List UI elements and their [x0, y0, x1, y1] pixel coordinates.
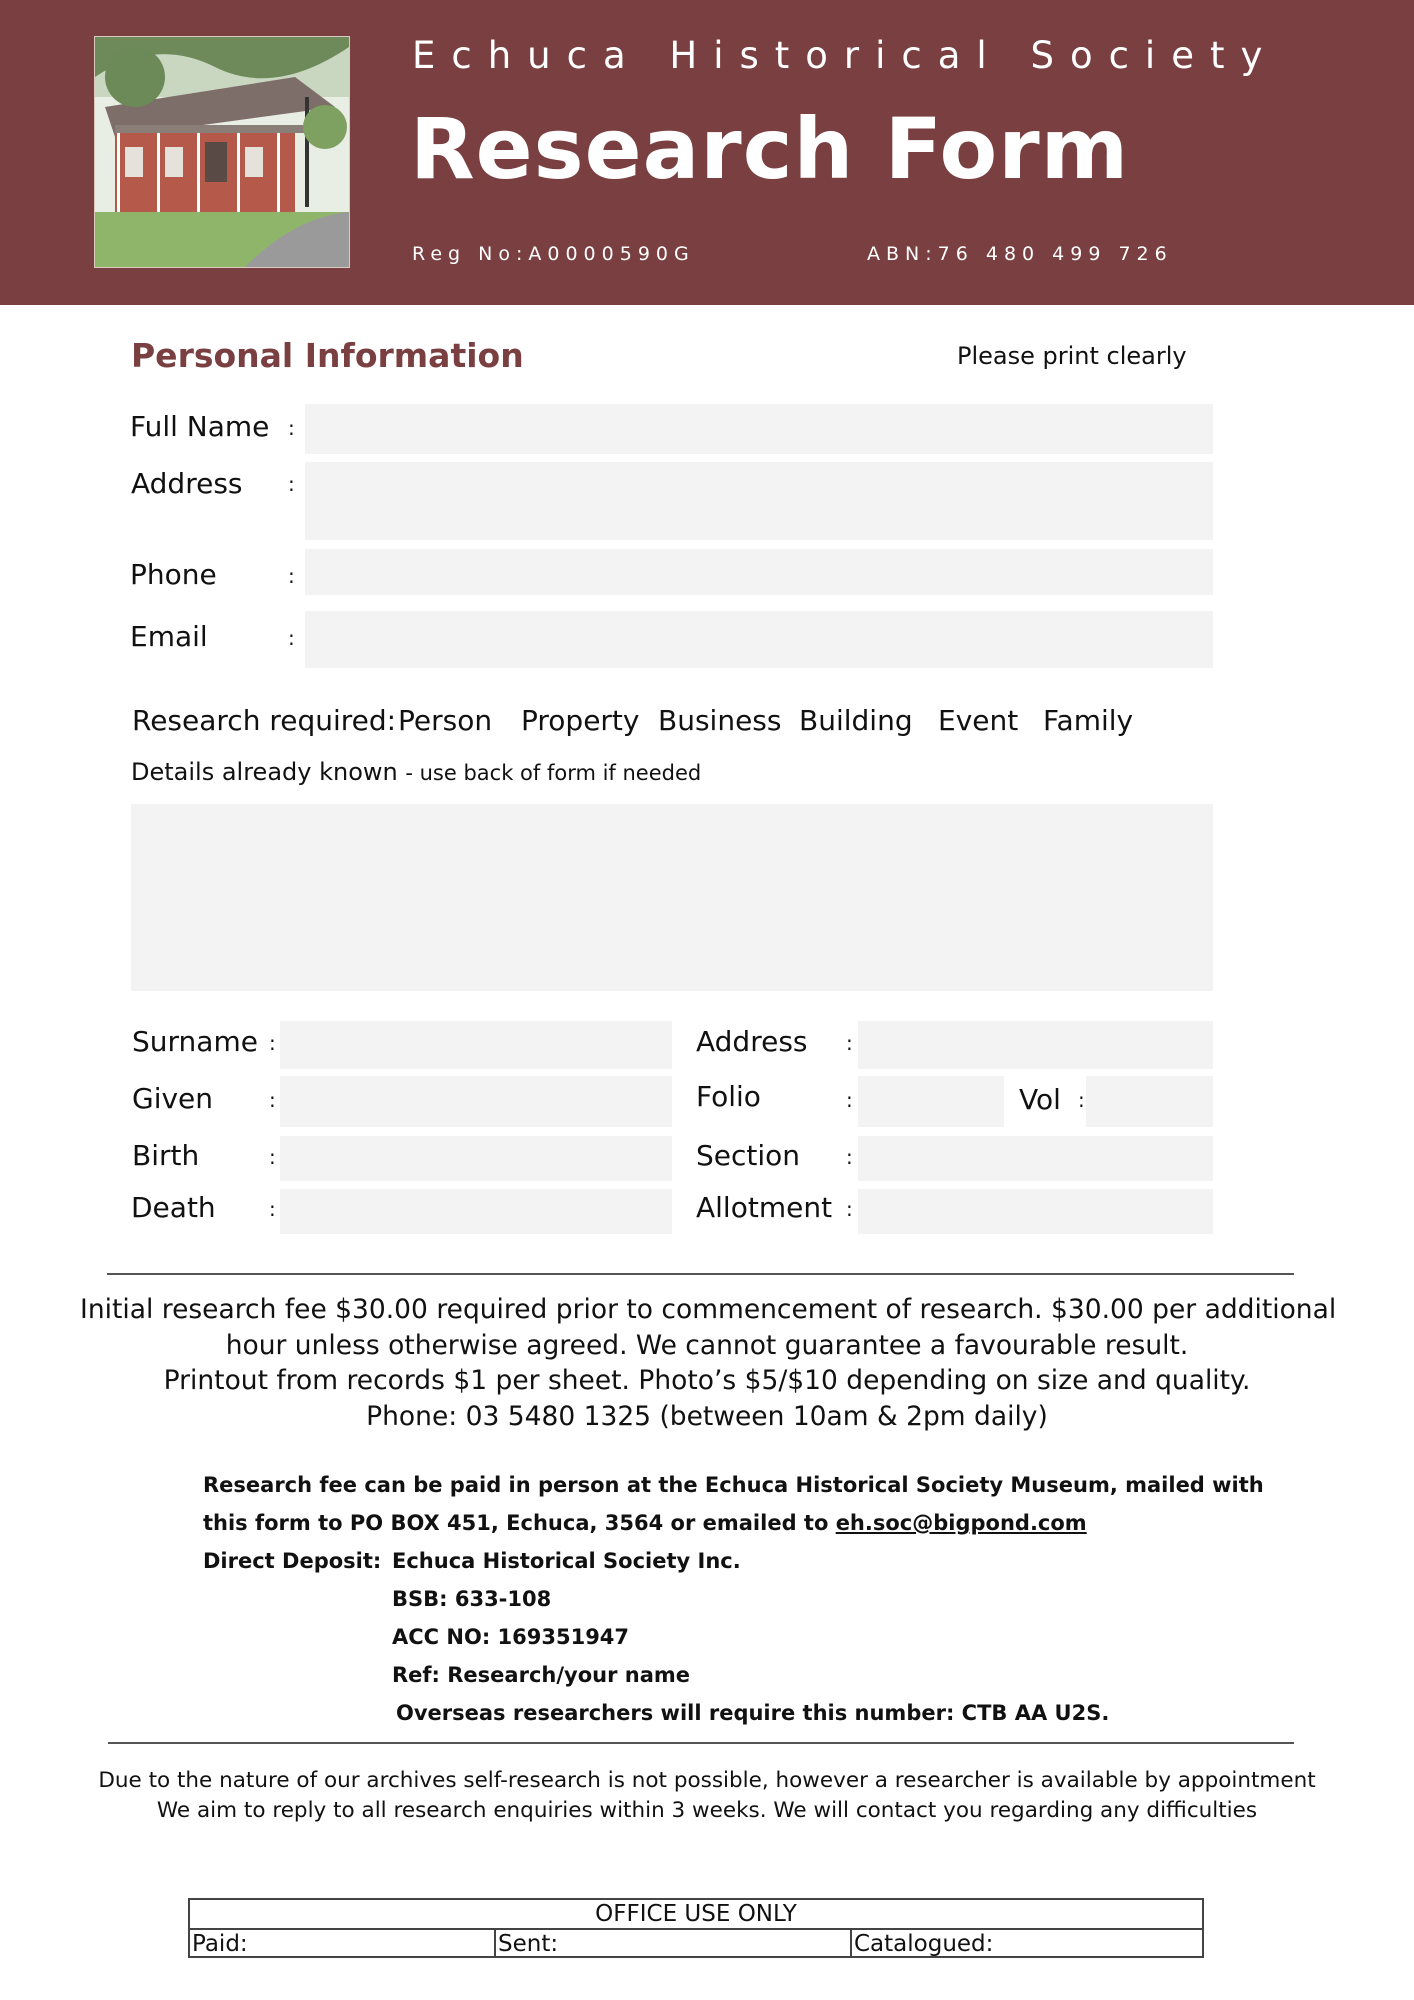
notice-line-2: We aim to reply to all research enquiries within 3 weeks. We will contact you regarding any difficulties — [156, 1798, 1258, 1823]
surname-label: Surname — [132, 1025, 258, 1058]
colon: : — [269, 1145, 276, 1169]
office-use-table — [188, 1898, 1204, 1958]
vol-field[interactable] — [1086, 1076, 1213, 1127]
details-known-note: - use back of form if needed — [405, 761, 702, 785]
payment-line-2-text: this form to PO BOX 451, Echuca, 3564 or emailed to — [203, 1511, 836, 1535]
colon: : — [1078, 1088, 1085, 1112]
abn-number: ABN:76 480 499 726 — [867, 243, 1173, 265]
colon: : — [269, 1088, 276, 1112]
print-clearly-note: Please print clearly — [957, 342, 1187, 370]
colon: : — [269, 1197, 276, 1221]
full-name-label: Full Name — [130, 410, 270, 443]
full-name-field[interactable] — [305, 404, 1213, 454]
address-field[interactable] — [305, 462, 1213, 540]
society-building-illustration — [94, 36, 350, 268]
vol-label: Vol — [1019, 1083, 1061, 1116]
research-required-label: Research required: — [132, 704, 397, 737]
office-sent-cell[interactable]: Sent: — [498, 1931, 559, 1957]
research-option-property[interactable]: Property — [521, 704, 640, 737]
research-option-building[interactable]: Building — [799, 704, 913, 737]
colon: : — [288, 626, 295, 650]
colon: : — [269, 1031, 276, 1055]
research-option-event[interactable]: Event — [938, 704, 1019, 737]
archive-notice — [80, 1766, 1334, 1826]
colon: : — [846, 1145, 853, 1169]
allotment-label: Allotment — [696, 1191, 833, 1224]
details-known-label — [131, 758, 701, 786]
details-known-textarea[interactable] — [131, 804, 1213, 991]
colon: : — [288, 416, 295, 440]
phone-field[interactable] — [305, 549, 1213, 595]
notice-line-1: Due to the nature of our archives self-research is not possible, however a researcher is available by appointment — [98, 1768, 1316, 1793]
account-name: Echuca Historical Society Inc. — [392, 1549, 741, 1573]
fee-line-4: Phone: 03 5480 1325 (between 10am & 2pm daily) — [366, 1400, 1048, 1432]
death-field[interactable] — [280, 1189, 672, 1234]
colon: : — [288, 472, 295, 496]
email-label: Email — [130, 620, 208, 653]
address-label: Address — [131, 467, 243, 500]
payment-information — [203, 1466, 1264, 1732]
section-label: Section — [696, 1139, 801, 1172]
colon: : — [846, 1088, 853, 1112]
research-option-business[interactable]: Business — [658, 704, 782, 737]
organization-name: Echuca Historical Society — [412, 34, 1279, 77]
office-use-heading: OFFICE USE ONLY — [190, 1900, 1202, 1930]
section-field[interactable] — [858, 1136, 1213, 1181]
given-field[interactable] — [280, 1076, 672, 1127]
phone-label: Phone — [130, 558, 217, 591]
surname-field[interactable] — [280, 1021, 672, 1069]
section-title-personal-information: Personal Information — [131, 336, 524, 375]
property-address-label: Address — [696, 1025, 808, 1058]
fee-information — [80, 1292, 1337, 1434]
colon: : — [846, 1197, 853, 1221]
colon: : — [288, 564, 295, 588]
death-label: Death — [131, 1191, 216, 1224]
research-option-family[interactable]: Family — [1043, 704, 1134, 737]
payment-reference: Ref: Research/your name — [392, 1663, 690, 1687]
folio-field[interactable] — [858, 1076, 1004, 1127]
divider — [107, 1273, 1294, 1275]
society-email-link[interactable]: eh.soc@bigpond.com — [835, 1511, 1087, 1535]
office-paid-cell[interactable]: Paid: — [192, 1931, 248, 1957]
account-number: ACC NO: 169351947 — [392, 1625, 630, 1649]
payment-line-2 — [203, 1504, 1264, 1542]
birth-label: Birth — [132, 1139, 200, 1172]
bsb: BSB: 633-108 — [392, 1587, 552, 1611]
details-known-text: Details already known — [131, 758, 398, 786]
form-title: Research Form — [410, 100, 1130, 198]
overseas-note: Overseas researchers will require this number: CTB AA U2S. — [396, 1701, 1110, 1725]
header-banner — [0, 0, 1414, 305]
email-field[interactable] — [305, 611, 1213, 668]
folio-label: Folio — [696, 1080, 761, 1113]
fee-line-2: hour unless otherwise agreed. We cannot guarantee a favourable result. — [225, 1329, 1189, 1361]
property-address-field[interactable] — [858, 1021, 1213, 1069]
birth-field[interactable] — [280, 1136, 672, 1181]
given-label: Given — [132, 1082, 214, 1115]
fee-line-1: Initial research fee $30.00 required prior to commencement of research. $30.00 per additional — [80, 1294, 1337, 1325]
direct-deposit-row — [203, 1542, 1264, 1580]
registration-number: Reg No:A0000590G — [412, 243, 695, 265]
payment-line-1: Research fee can be paid in person at the Echuca Historical Society Museum, mailed with — [203, 1473, 1264, 1497]
fee-line-3: Printout from records $1 per sheet. Photo’s $5/$10 depending on size and quality. — [163, 1365, 1251, 1396]
office-catalogued-cell[interactable]: Catalogued: — [854, 1931, 994, 1957]
divider — [108, 1742, 1294, 1744]
colon: : — [846, 1031, 853, 1055]
direct-deposit-label: Direct Deposit: — [203, 1549, 382, 1573]
allotment-field[interactable] — [858, 1189, 1213, 1234]
research-option-person[interactable]: Person — [398, 704, 493, 737]
